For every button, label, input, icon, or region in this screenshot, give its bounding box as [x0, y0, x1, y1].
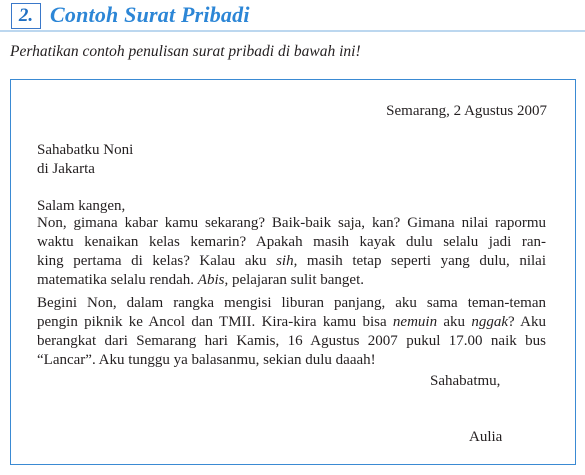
text-run: pengin piknik ke Ancol dan TMII. Kira-kira kamu bisa [37, 314, 393, 330]
text-run: ? Aku [508, 314, 546, 330]
letter-place-date: Semarang, 2 Agustus 2007 [386, 103, 547, 119]
letter-signer: Aulia [469, 429, 503, 445]
paragraph-line [37, 271, 546, 290]
section-heading [0, 0, 585, 34]
letter-recipient-address: di Jakarta [37, 161, 95, 177]
section-title: Contoh Surat Pribadi [50, 2, 250, 27]
italic-word: nggak [471, 314, 509, 330]
text-run: matematika selalu rendah. [37, 272, 198, 288]
paragraph-line [37, 332, 546, 351]
text-run: Begini Non, dalam rangka mengisi liburan panjang, aku sama teman-teman [37, 295, 546, 311]
text-run: “Lancar”. Aku tunggu ya balasanmu, sekian dulu daaah! [37, 352, 376, 368]
text-run: waktu kenaikan kelas kemarin? Apakah masih kayak dulu selalu jadi ran- [37, 234, 546, 250]
text-run: king pertama di kelas? Kalau aku [37, 253, 277, 269]
letter-greeting: Salam kangen, [37, 198, 126, 214]
heading-divider [0, 30, 585, 32]
paragraph-line [37, 351, 546, 370]
instruction-text: Perhatikan contoh penulisan surat pribadi di bawah ini! [10, 43, 361, 60]
italic-word: sih [276, 253, 294, 269]
text-run: aku [437, 314, 472, 330]
text-run: , masih tetap seperti yang dulu, nilai [293, 253, 546, 269]
italic-word: nemuin [392, 314, 438, 330]
text-run: Non, gimana kabar kamu sekarang? Baik-baik saja, kan? Gimana nilai rapormu [37, 215, 546, 231]
letter-closing: Sahabatmu, [430, 373, 501, 389]
paragraph-line [37, 294, 546, 313]
letter-paragraph-2 [37, 294, 546, 370]
section-number: 2. [18, 5, 34, 26]
paragraph-line [37, 252, 546, 271]
paragraph-line [37, 214, 546, 233]
section-number-box [11, 3, 41, 29]
letter-paragraph-1 [37, 214, 546, 290]
text-run: berangkat dari Semarang hari Kamis, 16 Agustus 2007 pukul 17.00 naik bus [37, 333, 546, 349]
letter-recipient-name: Sahabatku Noni [37, 142, 134, 158]
italic-word: Abis [197, 272, 225, 288]
paragraph-line [37, 313, 546, 332]
paragraph-line [37, 233, 546, 252]
text-run: , pelajaran sulit banget. [224, 272, 364, 288]
